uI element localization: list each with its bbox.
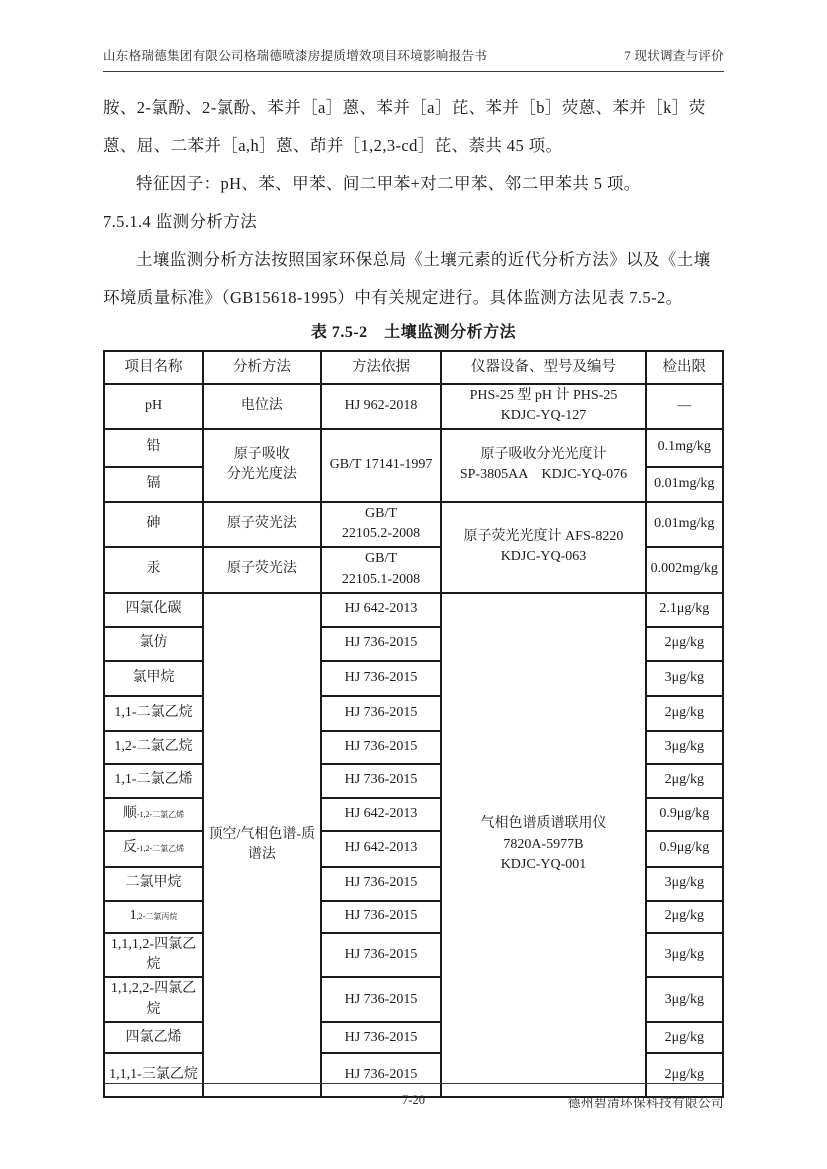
table-cell: 3μg/kg	[646, 867, 723, 901]
table-cell: 1,2-二氯丙烷	[104, 901, 203, 933]
table-cell: HJ 736-2015	[321, 696, 442, 731]
table-cell: pH	[104, 384, 203, 429]
column-header: 仪器设备、型号及编号	[441, 351, 645, 384]
table-cell: HJ 736-2015	[321, 661, 442, 696]
table-cell: HJ 736-2015	[321, 867, 442, 901]
table-cell: 反-1,2-二氯乙烯	[104, 831, 203, 867]
table-cell: 3μg/kg	[646, 977, 723, 1022]
column-header: 检出限	[646, 351, 723, 384]
table-cell: GB/T 17141-1997	[321, 429, 442, 502]
footer-page-number: 7-20	[402, 1093, 425, 1107]
table-cell: 3μg/kg	[646, 933, 723, 978]
table-cell: 氯甲烷	[104, 661, 203, 696]
table-cell: PHS-25 型 pH 计 PHS-25 KDJC-YQ-127	[441, 384, 645, 429]
table-row	[104, 384, 723, 429]
table-cell: HJ 736-2015	[321, 1053, 442, 1097]
table-cell: 2μg/kg	[646, 1022, 723, 1053]
table-cell: 四氯乙烯	[104, 1022, 203, 1053]
header-chapter-title: 7 现状调查与评价	[624, 49, 724, 63]
table-cell: 气相色谱质谱联用仪 7820A-5977B KDJC-YQ-001	[441, 593, 645, 1098]
table-cell: 原子吸收 分光光度法	[203, 429, 321, 502]
table-cell: 砷	[104, 502, 203, 547]
table-cell: 电位法	[203, 384, 321, 429]
table-cell: HJ 736-2015	[321, 764, 442, 798]
table-title: 表 7.5-2 土壤监测分析方法	[310, 324, 517, 341]
table-row	[104, 429, 723, 467]
table-row	[104, 502, 723, 547]
column-header: 分析方法	[203, 351, 321, 384]
paragraph-method-line: 环境质量标准》（GB15618-1995）中有关规定进行。具体监测方法见表 7.5-2。	[103, 288, 683, 307]
table-cell: 0.01mg/kg	[646, 467, 723, 502]
table-cell: 2μg/kg	[646, 764, 723, 798]
table-cell: 原子荧光光度计 AFS-8220 KDJC-YQ-063	[441, 502, 645, 593]
table-cell: HJ 736-2015	[321, 977, 442, 1022]
page-header	[103, 46, 724, 72]
table-cell: 2.1μg/kg	[646, 593, 723, 627]
table-header-row	[104, 351, 723, 384]
table-cell: 镉	[104, 467, 203, 502]
table-cell: 顶空/气相色谱-质 谱法	[203, 593, 321, 1098]
table-cell: HJ 736-2015	[321, 731, 442, 764]
table-cell: 1,2-二氯乙烷	[104, 731, 203, 764]
table-row	[104, 593, 723, 627]
table-cell: 1,1,1,2-四氯乙烷	[104, 933, 203, 978]
paragraph-continued-line: 胺、2-氯酚、2-氯酚、苯并［a］蒽、苯并［a］芘、苯并［b］荧蒽、苯并［k］荧	[103, 98, 706, 117]
column-header: 项目名称	[104, 351, 203, 384]
page-footer	[103, 1083, 724, 1108]
table-cell: 3μg/kg	[646, 731, 723, 764]
table-cell: GB/T 22105.2-2008	[321, 502, 442, 547]
table-cell: GB/T 22105.1-2008	[321, 547, 442, 593]
table-cell: 0.01mg/kg	[646, 502, 723, 547]
table-cell: 原子吸收分光光度计 SP-3805AA KDJC-YQ-076	[441, 429, 645, 502]
table-cell: 四氯化碳	[104, 593, 203, 627]
table-cell: 2μg/kg	[646, 901, 723, 933]
table-cell: 原子荧光法	[203, 502, 321, 547]
table-cell: 1,1,1-三氯乙烷	[104, 1053, 203, 1097]
table-cell: 2μg/kg	[646, 627, 723, 661]
table-cell: 汞	[104, 547, 203, 593]
table-cell: 二氯甲烷	[104, 867, 203, 901]
table-cell: 3μg/kg	[646, 661, 723, 696]
monitoring-methods-table	[103, 350, 724, 1098]
table-cell: HJ 642-2013	[321, 798, 442, 831]
paragraph-char-factors: 特征因子：pH、苯、甲苯、间二甲苯+对二甲苯、邻二甲苯共 5 项。	[136, 174, 641, 193]
paragraph-continued-line: 蒽、屈、二苯并［a,h］蒽、茚并［1,2,3-cd］芘、萘共 45 项。	[103, 136, 563, 155]
body-text	[103, 89, 724, 317]
table-cell: HJ 736-2015	[321, 627, 442, 661]
table-cell: 铅	[104, 429, 203, 467]
table-cell: 2μg/kg	[646, 1053, 723, 1097]
table-cell: HJ 962-2018	[321, 384, 442, 429]
table-cell: HJ 736-2015	[321, 1022, 442, 1053]
table-cell: 0.9μg/kg	[646, 831, 723, 867]
table-cell: HJ 736-2015	[321, 933, 442, 978]
footer-company: 德州碧清环保科技有限公司	[567, 1096, 724, 1110]
table-cell: HJ 642-2013	[321, 831, 442, 867]
table-cell: 1,1,2,2-四氯乙烷	[104, 977, 203, 1022]
paragraph-method-line: 土壤监测分析方法按照国家环保总局《土壤元素的近代分析方法》以及《土壤	[136, 250, 711, 269]
section-heading: 7.5.1.4 监测分析方法	[103, 212, 258, 231]
table-cell: 0.002mg/kg	[646, 547, 723, 593]
table-cell: 原子荧光法	[203, 547, 321, 593]
table-cell: 0.9μg/kg	[646, 798, 723, 831]
table-cell: HJ 642-2013	[321, 593, 442, 627]
table-cell: 氯仿	[104, 627, 203, 661]
table-cell: 0.1mg/kg	[646, 429, 723, 467]
table-cell: 顺-1,2-二氯乙烯	[104, 798, 203, 831]
header-report-title: 山东格瑞德集团有限公司格瑞德喷漆房提质增效项目环境影响报告书	[103, 49, 488, 63]
table-cell: —	[646, 384, 723, 429]
table-cell: HJ 736-2015	[321, 901, 442, 933]
column-header: 方法依据	[321, 351, 442, 384]
table-cell: 1,1-二氯乙烷	[104, 696, 203, 731]
table-cell: 2μg/kg	[646, 696, 723, 731]
table-cell: 1,1-二氯乙烯	[104, 764, 203, 798]
